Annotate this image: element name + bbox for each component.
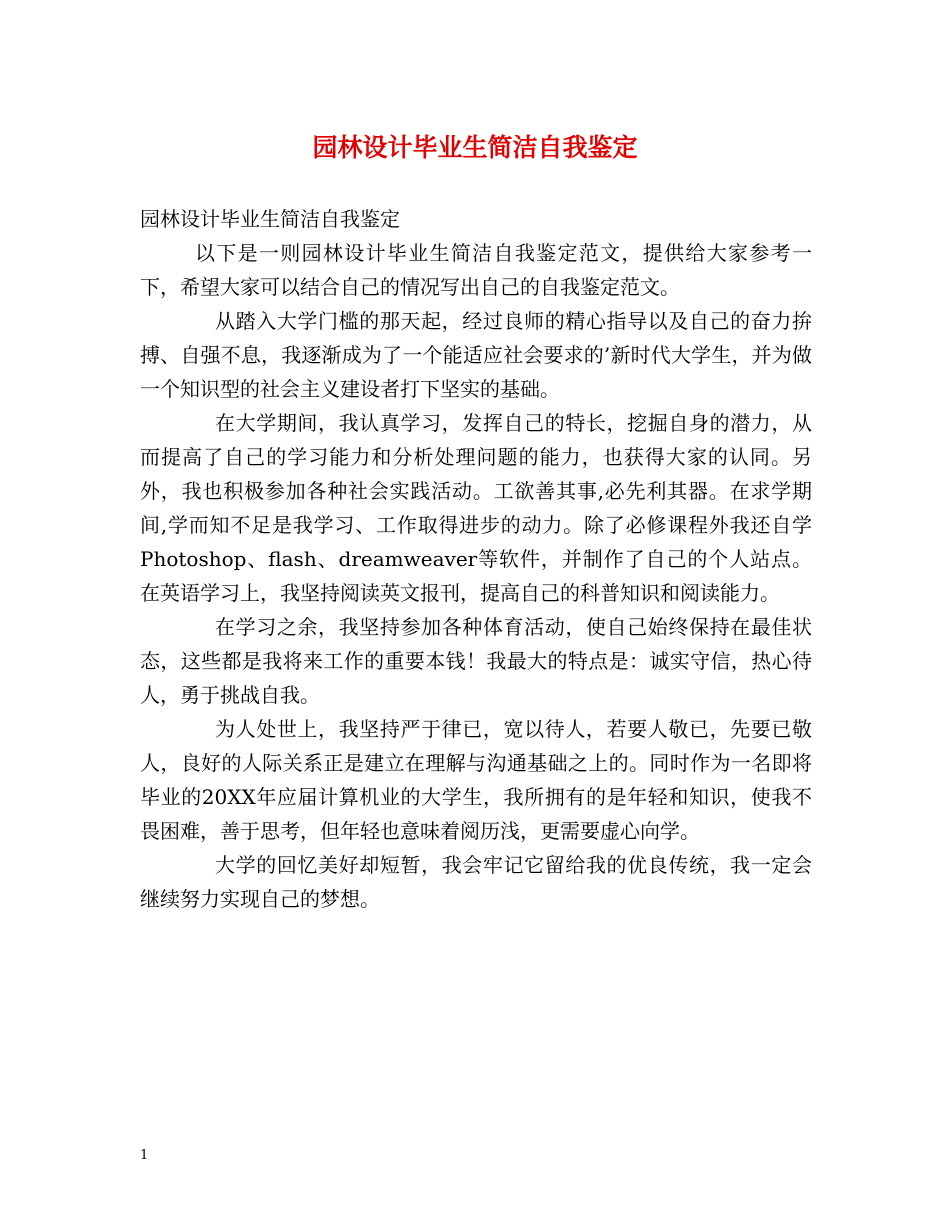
page-number: 1	[140, 1148, 149, 1163]
document-subtitle: 园林设计毕业生简洁自我鉴定	[140, 207, 400, 231]
body-paragraph-3: 在学习之余，我坚持参加各种体育活动，使自己始终保持在最佳状态，这些都是我将来工作的重要本钱！我最大的特点是：诚实守信，热心待人，勇于挑战自我。	[140, 615, 812, 707]
intro-paragraph: 以下是一则园林设计毕业生简洁自我鉴定范文，提供给大家参考一下，希望大家可以结合自己的情况写出自己的自我鉴定范文。	[140, 241, 812, 299]
body-paragraph-2: 在大学期间，我认真学习，发挥自己的特长，挖掘自身的潜力，从而提高了自己的学习能力和分析处理问题的能力，也获得大家的认同。另外，我也积极参加各种社会实践活动。工欲善其事,必先利其器。在求学期间,学而知不足是我学习、工作取得进步的动力。除了必修课程外我还自学Photoshop、flash、dreamweaver等软件，并制作了自己的个人站点。在英语学习上，我坚持阅读英文报刊，提高自己的科普知识和阅读能力。	[140, 411, 812, 605]
document-body	[140, 202, 812, 916]
body-paragraph-5: 大学的回忆美好却短暂，我会牢记它留给我的优良传统，我一定会继续努力实现自己的梦想。	[140, 853, 812, 911]
body-paragraph-1: 从踏入大学门槛的那天起，经过良师的精心指导以及自己的奋力拚搏、自强不息，我逐渐成为了一个能适应社会要求的’新时代大学生，并为做一个知识型的社会主义建设者打下坚实的基础。	[140, 309, 812, 401]
body-paragraph-4: 为人处世上，我坚持严于律已，宽以待人，若要人敬已，先要已敬人，良好的人际关系正是建立在理解与沟通基础之上的。同时作为一名即将毕业的20XX年应届计算机业的大学生，我所拥有的是年轻和知识，使我不畏困难，善于思考，但年轻也意味着阅历浅，更需要虚心向学。	[140, 717, 812, 843]
document-title: 园林设计毕业生简洁自我鉴定	[312, 133, 638, 162]
